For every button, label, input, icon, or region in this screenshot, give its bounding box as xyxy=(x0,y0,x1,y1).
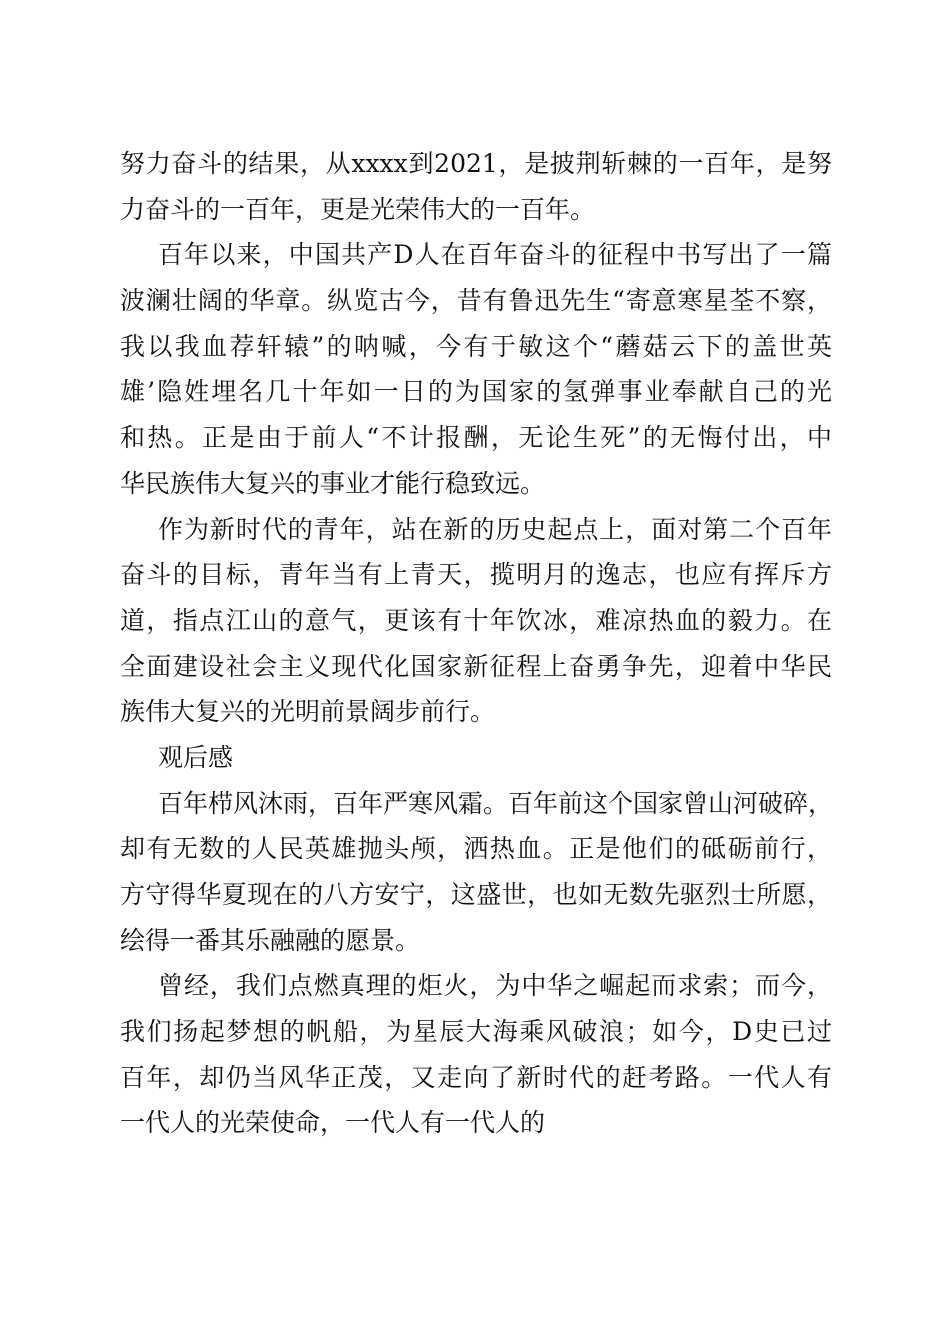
text-line: 道，指点江山的意气，更该有十年饮冰，难凉热血的毅力。在 xyxy=(120,605,832,635)
text-line: 全面建设社会主义现代化国家新征程上奋勇争先，迎着中华民 xyxy=(120,651,832,681)
text-line: 华民族伟大复兴的事业才能行稳致远。 xyxy=(120,468,546,498)
text-line: 却有无数的人民英雄抛头颅，洒热血。正是他们的砥砺前行， xyxy=(120,834,832,864)
document-body xyxy=(120,141,832,1146)
text-line: 奋斗的目标，青年当有上青天，揽明月的逸志，也应有挥斥方 xyxy=(120,560,832,590)
text-line: 观后感 xyxy=(158,742,234,772)
text-line: 百年，却仍当风华正茂，又走向了新时代的赶考路。一代人有 xyxy=(120,1062,832,1092)
text-line: 一代人的光荣使命，一代人有一代人的 xyxy=(120,1108,546,1138)
text-line: 方守得华夏现在的八方安宁，这盛世，也如无数先驱烈士所愿， xyxy=(120,880,832,909)
text-line: 我以我血荐轩辕”的呐喊，今有于敏这个“蘑菇云下的盖世英 xyxy=(120,331,832,361)
text-line: 波澜壮阔的华章。纵览古今，昔有鲁迅先生“寄意寒星荃不察， xyxy=(120,286,832,316)
text-line: 百年以来，中国共产D人在百年奋斗的征程中书写出了一篇 xyxy=(158,240,832,270)
text-line: 绘得一番其乐融融的愿景。 xyxy=(120,925,421,955)
text-line: 努力奋斗的结果，从xxxx到2021，是披荆斩棘的一百年，是努 xyxy=(120,149,832,178)
text-line: 曾经，我们点燃真理的炬火，为中华之崛起而求索；而今， xyxy=(158,971,832,1001)
text-line: 我们扬起梦想的帆船，为星辰大海乘风破浪；如今，D史已过 xyxy=(120,1017,832,1047)
text-line: 百年栉风沐雨，百年严寒风霜。百年前这个国家曾山河破碎， xyxy=(158,788,834,818)
text-line: 和热。正是由于前人“不计报酬，无论生死”的无悔付出，中 xyxy=(120,423,832,453)
text-line: 作为新时代的青年，站在新的历史起点上，面对第二个百年 xyxy=(158,514,832,544)
text-line: 族伟大复兴的光明前景阔步前行。 xyxy=(120,697,496,727)
text-line: 力奋斗的一百年，更是光荣伟大的一百年。 xyxy=(120,194,596,224)
text-line: 雄’隐姓埋名几十年如一日的为国家的氢弹事业奉献自己的光 xyxy=(120,377,832,407)
